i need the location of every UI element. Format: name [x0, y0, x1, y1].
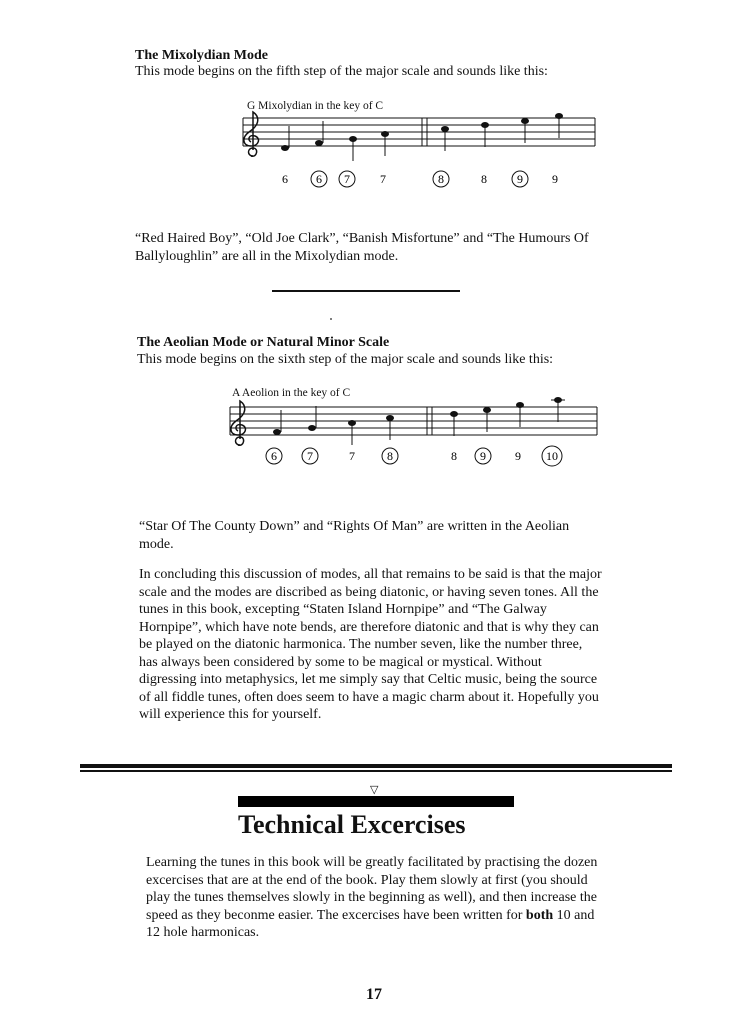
aeolian-staff	[222, 395, 607, 470]
hole-number	[451, 449, 457, 463]
svg-text:10: 10	[546, 449, 558, 463]
hole-number	[349, 449, 355, 463]
hole-number-circled	[311, 171, 327, 187]
conclusion-paragraph: In concluding this discussion of modes, all that remains to be said is that the major scale and the modes are discribed as being diatonic, or having seven tones. All the tunes in this book, excepting “Staten Island Hornpipe” and “The Galway Hornpipe”, which have note bends, are therefore diatonic and that is why they can be played on the diatonic harmonica. The number seven, like the number three, has always been considered by some to be magical or mystical. Without digressing into metaphysics, let me simply say that Celtic music, being the source of all fiddle tunes, often does seem to have a magic charm about it. Hopefully you will experience this for yourself.	[139, 567, 602, 722]
svg-text:9: 9	[552, 172, 558, 186]
aeolian-staff-caption: A Aeolion in the key of C	[232, 387, 351, 399]
hole-number	[282, 172, 288, 186]
hole-numbers	[282, 171, 558, 187]
svg-text:7: 7	[380, 172, 386, 186]
svg-text:7: 7	[307, 449, 313, 463]
double-rule-divider	[80, 764, 672, 772]
hole-number	[515, 449, 521, 463]
mixolydian-staff	[235, 110, 605, 195]
svg-text:7: 7	[349, 449, 355, 463]
hole-number-circled	[302, 448, 318, 464]
svg-text:8: 8	[387, 449, 393, 463]
svg-text:9: 9	[480, 449, 486, 463]
svg-text:6: 6	[282, 172, 288, 186]
staff-lines	[230, 407, 597, 435]
hole-number-circled	[382, 448, 398, 464]
technical-text: Learning the tunes in this book will be greatly facilitated by practising the dozen excercises that are at the end of the book. Play them slowly at first (you should play the tunes themselves slowly in the beginning as well), and then increase the speed as they beconme easier. The excercises have been written for	[146, 855, 598, 923]
mixolydian-staff-caption: G Mixolydian in the key of C	[247, 100, 384, 112]
technical-text-end: 10 and 12 hole harmonicas.	[146, 907, 595, 940]
notes	[279, 113, 563, 161]
treble-clef-icon	[244, 112, 259, 156]
hole-number-circled	[475, 448, 491, 464]
page-speck	[330, 318, 332, 320]
svg-text:6: 6	[316, 172, 322, 186]
aeolian-tunes: “Star Of The County Down” and “Rights Of Man” are written in the Aeolian mode.	[139, 519, 570, 552]
svg-text:6: 6	[271, 449, 277, 463]
aeolian-heading: The Aeolian Mode or Natural Minor Scale	[137, 335, 390, 350]
hole-number	[552, 172, 558, 186]
hole-number-circled	[339, 171, 355, 187]
mixolydian-heading: The Mixolydian Mode	[135, 48, 269, 63]
technical-bold-word: both	[525, 907, 554, 923]
hole-number-circled	[542, 446, 562, 466]
hole-numbers	[266, 446, 562, 466]
mixolydian-intro: This mode begins on the fifth step of the major scale and sounds like this:	[135, 64, 548, 79]
technical-title: Technical Excercises	[238, 810, 466, 839]
treble-clef-icon	[231, 401, 246, 445]
staff-lines	[243, 118, 595, 146]
hole-number-circled	[433, 171, 449, 187]
svg-text:8: 8	[438, 172, 444, 186]
triangle-marker-icon: ▽	[370, 784, 379, 796]
svg-text:7: 7	[344, 172, 350, 186]
hole-number	[481, 172, 487, 186]
title-bar	[238, 796, 514, 807]
aeolian-intro: This mode begins on the sixth step of the major scale and sounds like this:	[137, 352, 554, 367]
page-number: 17	[366, 986, 382, 1003]
mixolydian-tunes: “Red Haired Boy”, “Old Joe Clark”, “Banish Misfortune” and “The Humours Of Ballyloughlin” are all in the Mixolydian mode.	[135, 231, 589, 264]
hole-number	[380, 172, 386, 186]
hole-number-circled	[266, 448, 282, 464]
section-divider	[272, 290, 460, 292]
svg-text:9: 9	[517, 172, 523, 186]
svg-text:8: 8	[451, 449, 457, 463]
svg-text:8: 8	[481, 172, 487, 186]
svg-text:9: 9	[515, 449, 521, 463]
hole-number-circled	[512, 171, 528, 187]
technical-paragraph	[146, 854, 611, 942]
